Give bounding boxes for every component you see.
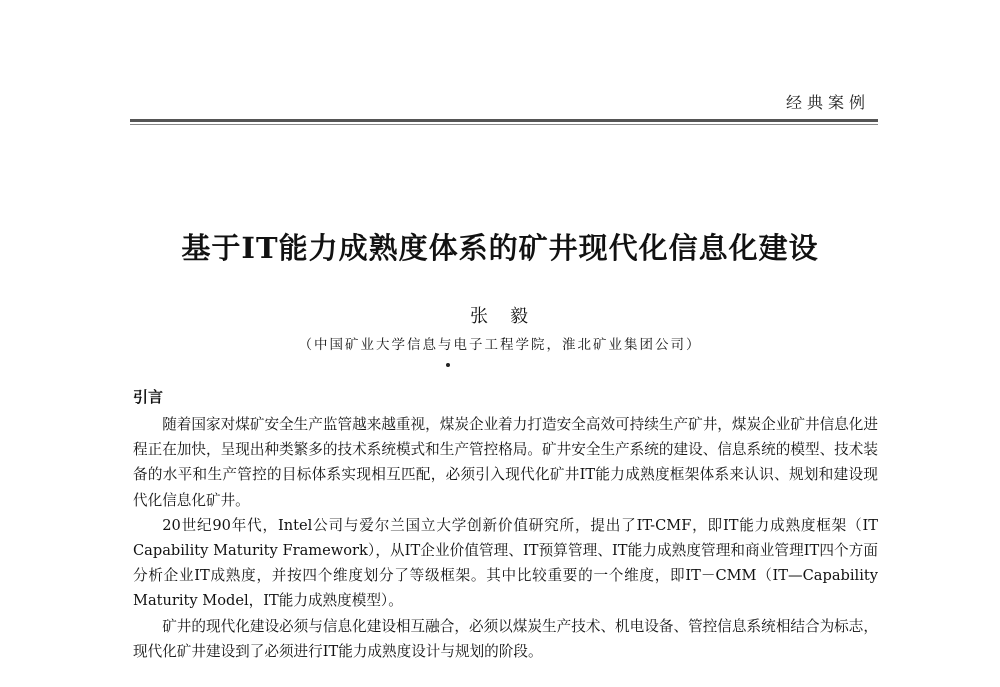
section-heading: 引言 bbox=[133, 388, 164, 406]
article-body bbox=[133, 412, 878, 664]
author-name: 张毅 bbox=[470, 306, 550, 327]
separator-dot bbox=[446, 363, 450, 367]
paragraph: 20世纪90年代，Intel公司与爱尔兰国立大学创新价值研究所，提出了IT-CMF，即IT能力成熟度框架（IT Capability Maturity Framework），从IT企业价值管理、IT预算管理、IT能力成熟度管理和商业管理IT四个方面分析企业IT成熟度，并按四个维度划分了等级框架。其中比较重要的一个维度，即IT－CMM（IT—Capability Maturity Model，IT能力成熟度模型）。 bbox=[133, 516, 878, 610]
section-label: 经典案例 bbox=[785, 93, 870, 112]
author-affiliation: （中国矿业大学信息与电子工程学院，淮北矿业集团公司） bbox=[298, 337, 702, 353]
header-rule bbox=[130, 119, 878, 122]
article-title: 基于IT能力成熟度体系的矿井现代化信息化建设 bbox=[181, 231, 819, 265]
paragraph: 随着国家对煤矿安全生产监管越来越重视，煤炭企业着力打造安全高效可持续生产矿井，煤炭企业矿井信息化进程正在加快，呈现出种类繁多的技术系统模式和生产管控格局。矿井安全生产系统的建设、信息系统的模型、技术装备的水平和生产管控的目标体系实现相互匹配，必须引入现代化矿井IT能力成熟度框架体系来认识、规划和建设现代化信息化矿井。 bbox=[133, 416, 878, 509]
header-rule-thin bbox=[130, 124, 878, 125]
paragraph: 矿井的现代化建设必须与信息化建设相互融合，必须以煤炭生产技术、机电设备、管控信息系统相结合为标志，现代化矿井建设到了必须进行IT能力成熟度设计与规划的阶段。 bbox=[133, 617, 878, 660]
